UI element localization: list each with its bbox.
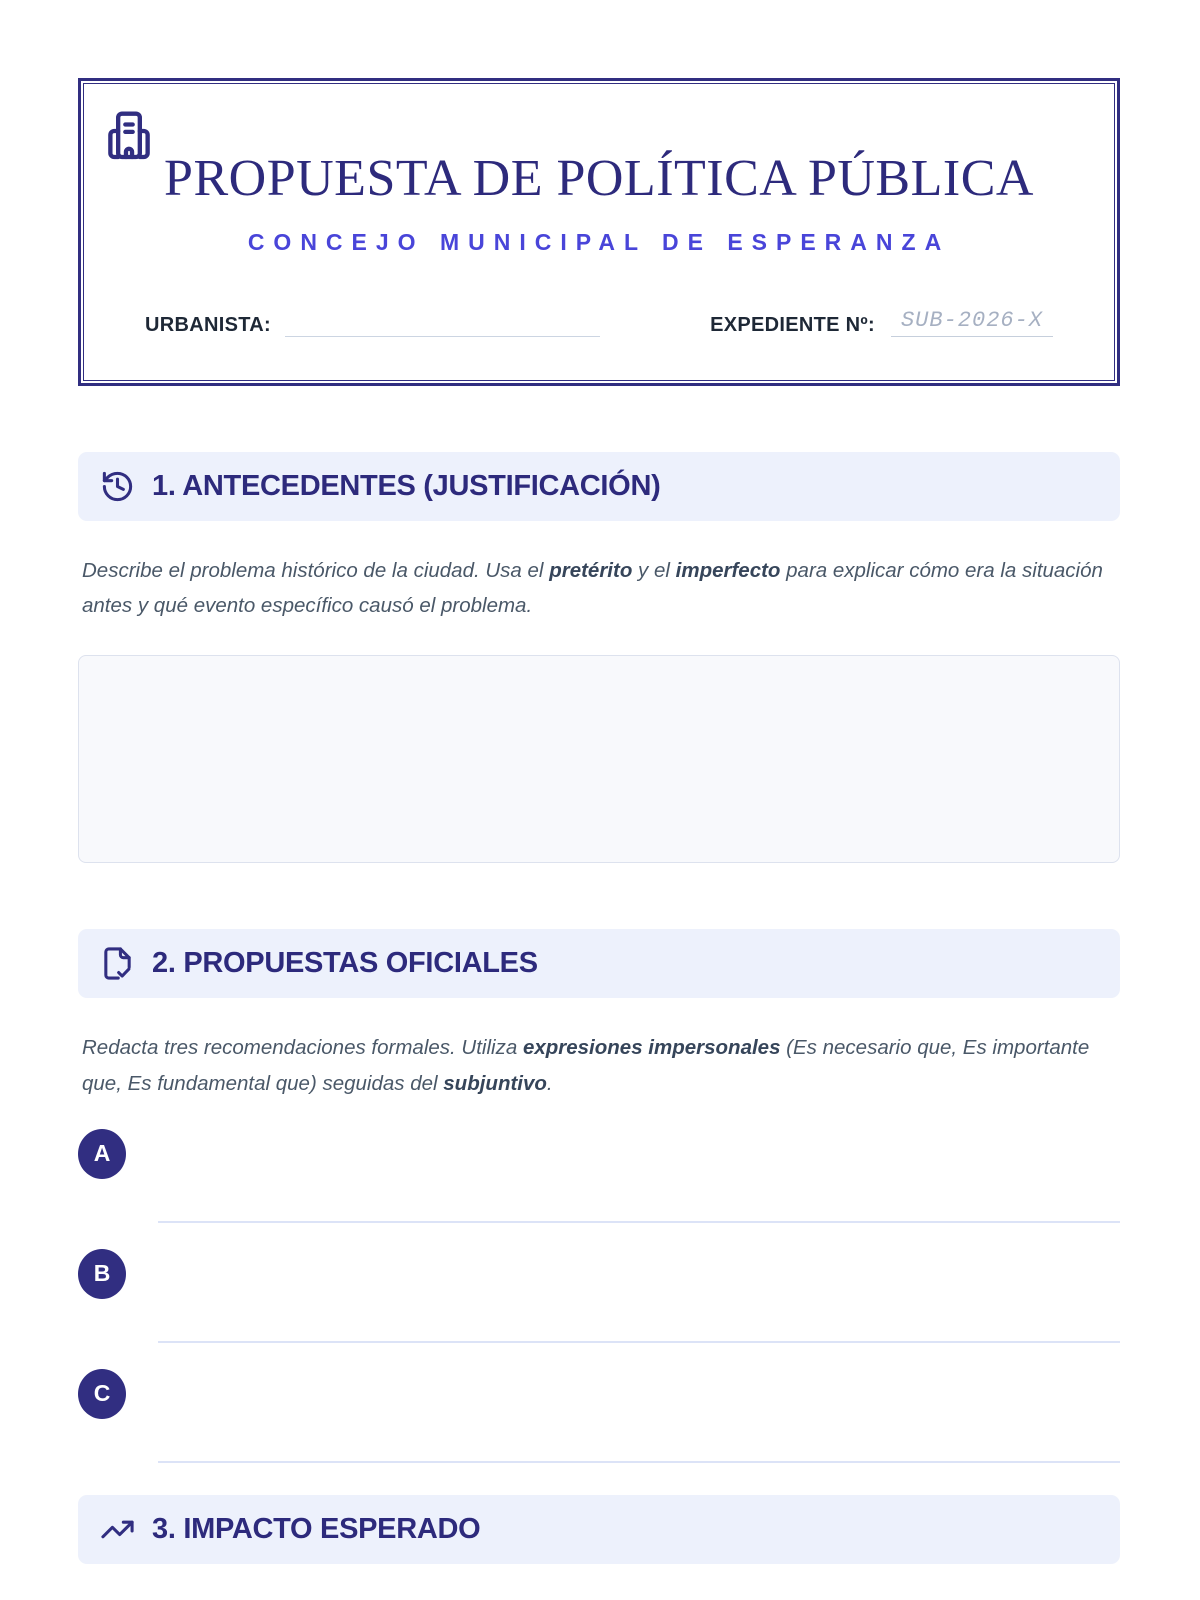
expediente-label: EXPEDIENTE Nº: (710, 313, 875, 336)
instruction-text: (Es necesario que, Es importante que, Es fundamental que) seguidas del (82, 1036, 1090, 1095)
document-header (78, 78, 1120, 386)
instruction-text: y el (632, 558, 676, 582)
proposal-item-b (78, 1249, 1120, 1343)
trending-up-icon (100, 1512, 135, 1547)
section-1-header (78, 452, 1120, 521)
instruction-text: . (546, 1071, 553, 1095)
proposal-item-a (78, 1129, 1120, 1223)
building-icon (103, 105, 155, 175)
section-3-header (78, 1495, 1120, 1564)
section-1-title: 1. ANTECEDENTES (JUSTIFICACIÓN) (152, 469, 661, 502)
section-2-instruction (82, 1030, 1104, 1101)
letter-badge-b: B (78, 1249, 126, 1299)
section-2-title: 2. PROPUESTAS OFICIALES (152, 947, 538, 980)
proposal-input-line-b[interactable] (158, 1249, 1120, 1343)
file-check-icon (100, 946, 135, 981)
proposal-input-line-a[interactable] (158, 1129, 1120, 1223)
section-propuestas (78, 929, 1120, 1463)
letter-badge-c: C (78, 1369, 126, 1419)
expediente-field (710, 308, 1053, 337)
antecedentes-textarea[interactable] (78, 655, 1120, 863)
instruction-bold-term: expresiones impersonales (522, 1036, 781, 1060)
header-fields-row (141, 308, 1057, 337)
section-impacto (78, 1495, 1120, 1564)
section-2-header (78, 929, 1120, 998)
section-3-title: 3. IMPACTO ESPERADO (152, 1512, 481, 1545)
section-1-instruction (82, 553, 1104, 624)
letter-badge-a: A (78, 1129, 126, 1179)
instruction-bold-term: imperfecto (675, 558, 781, 582)
instruction-bold-term: pretérito (549, 558, 633, 582)
expediente-input[interactable]: SUB-2026-X (891, 308, 1053, 337)
instruction-bold-term: subjuntivo (443, 1071, 547, 1095)
urbanista-input-line[interactable] (285, 311, 600, 337)
document-title: PROPUESTA DE POLÍTICA PÚBLICA (164, 150, 1034, 207)
section-antecedentes (78, 452, 1120, 864)
proposal-input-line-c[interactable] (158, 1369, 1120, 1463)
proposal-item-c (78, 1369, 1120, 1463)
instruction-text: Redacta tres recomendaciones formales. Utiliza (82, 1036, 523, 1060)
urbanista-field (145, 311, 600, 337)
instruction-text: Describe el problema histórico de la ciudad. Usa el (82, 558, 550, 582)
history-icon (100, 469, 135, 504)
document-subtitle: CONCEJO MUNICIPAL DE ESPERANZA (247, 228, 951, 255)
proposal-list (78, 1129, 1120, 1463)
urbanista-label: URBANISTA: (145, 313, 271, 336)
instruction-text: para explicar cómo era la situación antes y qué evento específico causó el problema. (82, 558, 1103, 618)
